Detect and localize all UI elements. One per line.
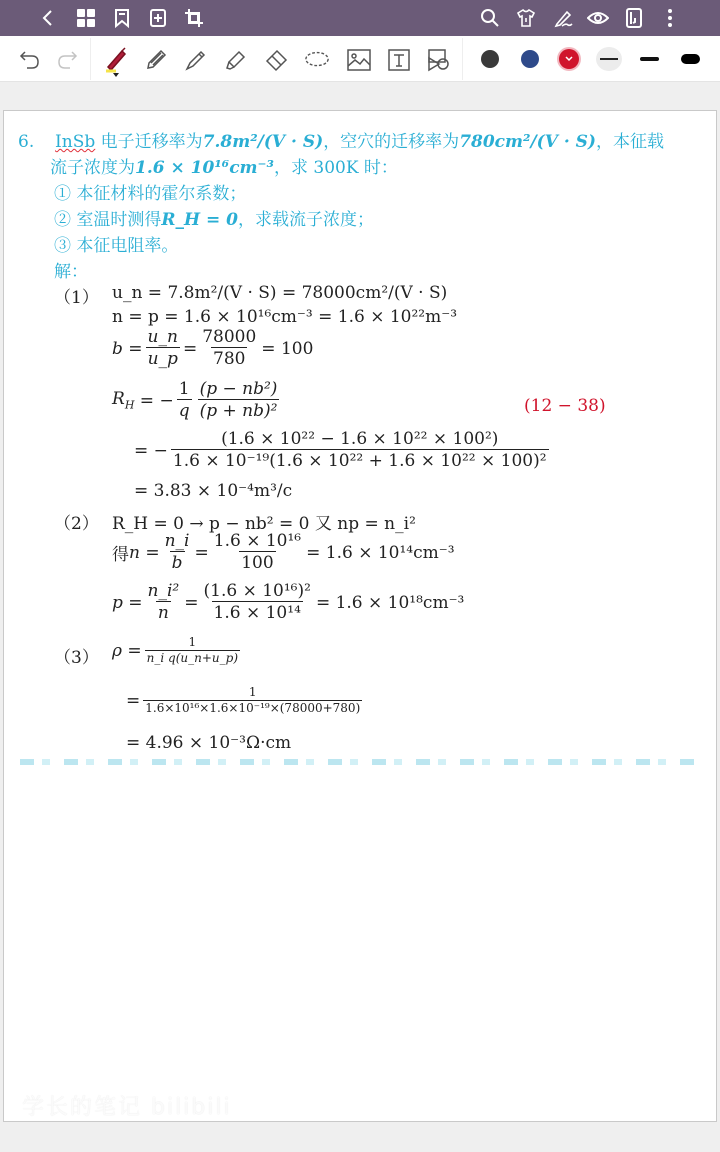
color-swatch-dark-gray[interactable] [481, 50, 499, 68]
undo-icon[interactable] [17, 47, 43, 73]
part1-hall-result: = 3.83 × 10⁻⁴m³/c [134, 481, 293, 501]
ballpoint-pen-icon[interactable] [183, 47, 209, 73]
fraction-numerator: (p − nb²) [199, 379, 278, 399]
drawing-toolbar [0, 36, 720, 82]
fraction-numerator: (1.6 × 10¹⁶)² [203, 581, 311, 601]
fountain-pen-icon[interactable] [103, 47, 129, 73]
fraction-numerator: u_n [147, 327, 178, 347]
fraction-numerator: (1.6 × 10²² − 1.6 × 10²² × 100²) [221, 429, 499, 449]
pencil-icon[interactable] [143, 47, 169, 73]
hall-zero-condition: R_H = 0 [161, 210, 239, 230]
sub-question-1: ① 本征材料的霍尔系数； [54, 184, 247, 204]
sub-question-2 [54, 205, 374, 230]
question-text: 流子浓度为 [50, 158, 135, 178]
color-swatch-navy-blue[interactable] [521, 50, 539, 68]
fraction-denominator: (p + nb)² [199, 401, 278, 421]
fraction-denominator: 100 [241, 553, 274, 573]
question-text: 电子迁移率为 [95, 132, 203, 152]
part2-condition: R_H = 0 → p − nb² = 0 又 np = n_i² [112, 514, 416, 534]
toolbar-divider [462, 38, 463, 80]
fraction-denominator: 1.6 × 10⁻¹⁹(1.6 × 10²² + 1.6 × 10²² × 100)² [172, 451, 547, 471]
next-question-cutoff [20, 759, 700, 765]
fraction-numerator: n_i [164, 531, 190, 551]
part2-p-result: p = $\frac{\text{n\_i²}}{n}$ = $\frac{\text{(1.6 × 10¹⁶)²}}{\text{1.6 × 10¹⁴}}$ = 1.6 × 10¹⁸cm⁻³ [112, 581, 465, 623]
fraction-numerator: n_i² [147, 581, 180, 601]
part1-electron-mobility: u_n = 7.8m²/(V · S) = 78000cm²/(V · S) [112, 283, 448, 303]
part2-n-result: 得 n = $\frac{n\_i}{b}$ = $\frac{\text{1.6 × 10¹⁶}}{100}$ = 1.6 × 10¹⁴cm⁻³ [112, 531, 455, 573]
more-icon[interactable] [658, 6, 682, 30]
question-line-1 [18, 127, 664, 152]
hole-mobility: 780cm²/(V · S) [459, 132, 596, 152]
question-number: 6. [18, 132, 35, 152]
part1-hall-formula: $R_H$ = − $\frac{1}{q}$ $\frac{\text{(p − nb²)}}{\text{(p + nb)²}}$ [112, 379, 278, 421]
stroke-width-thick[interactable] [681, 54, 700, 64]
search-icon[interactable] [478, 6, 502, 30]
stroke-width-medium[interactable] [640, 57, 659, 61]
crop-icon[interactable] [182, 6, 206, 30]
electron-mobility: 7.8m²/(V · S) [202, 132, 324, 152]
text-prefix: 得 [112, 545, 129, 565]
question-text: ，空穴的迁移率为 [323, 132, 460, 152]
app-bar [0, 0, 720, 36]
part1-hall-substitution: = − $\frac{\text{(1.6 × 10²² − 1.6 × 10²² × 100²)}}{\text{1.6 × 10⁻¹⁹(1.6 × 10²² + 1.6 × 10²² × 100)²}}$ [134, 429, 547, 471]
pen-options-caret-icon[interactable] [113, 73, 119, 77]
fraction-denominator: n [157, 603, 169, 623]
toolbar-divider [90, 38, 91, 80]
highlighter-icon[interactable] [223, 47, 249, 73]
handwriting-icon[interactable] [551, 6, 575, 30]
solution-label: 解： [54, 262, 88, 282]
part2-label: （2） [54, 514, 99, 534]
lasso-icon[interactable] [304, 47, 330, 73]
fraction-numerator: 1 [248, 685, 257, 699]
read-mode-eye-icon[interactable] [586, 6, 610, 30]
image-icon[interactable] [346, 47, 372, 73]
question-line-2 [50, 153, 398, 178]
shape-icon[interactable] [426, 47, 452, 73]
fraction-denominator: b [171, 553, 183, 573]
part3-rho-result: = 4.96 × 10⁻³Ω·cm [126, 733, 292, 753]
question-text: ，求载流子浓度； [238, 210, 375, 230]
p-result: = 1.6 × 10¹⁸cm⁻³ [315, 592, 465, 613]
part3-rho-substitution: = $\frac{1}{\text{1.6×10¹⁶×1.6×10⁻¹⁹×(78000+780)}}$ [126, 685, 361, 715]
fraction-denominator: 1.6×10¹⁶×1.6×10⁻¹⁹×(78000+780) [145, 701, 361, 715]
part3-rho-formula: ρ = $\frac{1}{\text{n\_i q(u\_n+u\_p)}}$ [112, 635, 239, 665]
text-box-icon[interactable] [386, 47, 412, 73]
part1-b-ratio: b = $\frac{u\_n}{u\_p}$ = $\frac{78000}{780}$ = 100 [112, 327, 314, 369]
chevron-down-icon [565, 56, 573, 62]
intrinsic-concentration: 1.6 × 10¹⁶cm⁻³ [135, 158, 274, 178]
add-page-icon[interactable] [146, 6, 170, 30]
sub-question-3: ③ 本征电阻率。 [54, 236, 179, 256]
fraction-denominator: 780 [213, 349, 246, 369]
part1-concentration: n = p = 1.6 × 10¹⁶cm⁻³ = 1.6 × 10²²m⁻³ [112, 307, 458, 327]
question-text: ，本征载 [595, 132, 664, 152]
fraction-numerator: 78000 [202, 327, 257, 347]
redo-icon[interactable] [54, 47, 80, 73]
question-text: ② 室温时测得 [54, 210, 162, 230]
n-result: = 1.6 × 10¹⁴cm⁻³ [306, 542, 455, 563]
back-icon[interactable] [36, 6, 60, 30]
fraction-denominator: u_p [147, 349, 178, 369]
equation-reference: (12 − 38) [524, 396, 606, 416]
fraction-denominator: 1.6 × 10¹⁴ [213, 603, 301, 623]
watermark: 学长的笔记 bilibili [22, 1095, 232, 1120]
part1-label: （1） [54, 288, 99, 308]
fraction-denominator: n_i q(u_n+u_p) [146, 651, 239, 665]
bookmark-icon[interactable] [110, 6, 134, 30]
material-name: InSb [55, 132, 96, 152]
fraction-numerator: 1 [188, 635, 197, 649]
question-text: ，求 300K 时： [273, 158, 398, 178]
stroke-width-thin[interactable] [596, 47, 622, 71]
grid-icon[interactable] [74, 6, 98, 30]
notebook-page[interactable] [3, 110, 717, 1122]
color-swatch-red-selected[interactable] [559, 49, 579, 69]
fraction-numerator: 1.6 × 10¹⁶ [213, 531, 302, 551]
eraser-icon[interactable] [264, 47, 290, 73]
theme-shirt-icon[interactable] [514, 6, 538, 30]
b-result: = 100 [261, 338, 314, 359]
part3-label: （3） [54, 648, 99, 668]
page-template-icon[interactable] [622, 6, 646, 30]
